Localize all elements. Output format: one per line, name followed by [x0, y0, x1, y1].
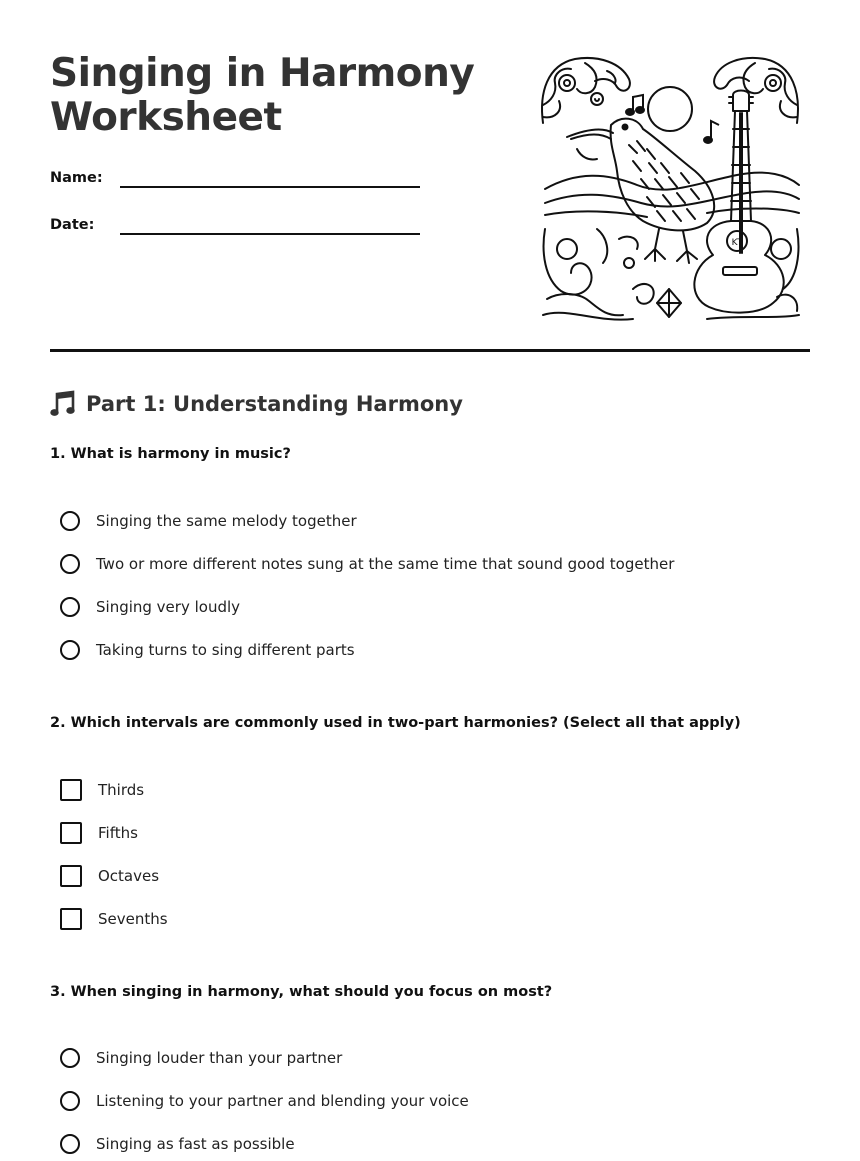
- q3-option-2[interactable]: [60, 1088, 469, 1114]
- guitar-badge: KT: [731, 238, 743, 248]
- part1-heading: [50, 388, 463, 420]
- ornament-top-right: [714, 58, 798, 123]
- part1-title: Part 1: Understanding Harmony: [86, 392, 463, 416]
- q1-option-2[interactable]: [60, 551, 674, 577]
- kiwi-bird: [567, 119, 714, 263]
- checkbox[interactable]: [60, 822, 82, 844]
- option-label: Two or more different notes sung at the same time that sound good together: [96, 555, 675, 573]
- option-label: Fifths: [98, 824, 138, 842]
- question-2: 2. Which intervals are commonly used in two-part harmonies? (Select all that apply): [50, 715, 741, 731]
- radio-button[interactable]: [60, 597, 80, 617]
- radio-button[interactable]: [60, 1091, 80, 1111]
- option-label: Sevenths: [98, 910, 168, 928]
- header-divider: [50, 349, 810, 352]
- option-label: Octaves: [98, 867, 160, 885]
- option-label: Singing very loudly: [96, 598, 241, 616]
- question-3: 3. When singing in harmony, what should you focus on most?: [50, 984, 553, 1000]
- option-label: Singing the same melody together: [96, 512, 357, 530]
- option-label: Thirds: [98, 781, 145, 799]
- q1-option-4[interactable]: [60, 637, 355, 663]
- q3-option-1[interactable]: [60, 1045, 342, 1071]
- option-label: Singing louder than your partner: [96, 1049, 343, 1067]
- moon-shape: [648, 87, 692, 131]
- question-1: 1. What is harmony in music?: [50, 446, 291, 462]
- title-line-2: Worksheet: [50, 95, 282, 140]
- title-line-1: Singing in Harmony: [50, 51, 475, 96]
- option-label: Taking turns to sing different parts: [96, 641, 355, 659]
- ornament-top-left: [542, 58, 630, 123]
- q2-option-1[interactable]: [60, 777, 144, 803]
- radio-button[interactable]: [60, 1134, 80, 1154]
- music-note-icon: [50, 390, 76, 418]
- q2-option-3[interactable]: [60, 863, 159, 889]
- radio-button[interactable]: [60, 554, 80, 574]
- option-label: Listening to your partner and blending your voice: [96, 1092, 469, 1110]
- q1-option-1[interactable]: [60, 508, 357, 534]
- date-line[interactable]: [120, 233, 420, 235]
- q2-option-2[interactable]: [60, 820, 138, 846]
- radio-button[interactable]: [60, 640, 80, 660]
- q1-option-3[interactable]: [60, 594, 240, 620]
- checkbox[interactable]: [60, 779, 82, 801]
- name-line[interactable]: [120, 186, 420, 188]
- radio-button[interactable]: [60, 1048, 80, 1068]
- ornament-bottom: [543, 229, 799, 320]
- radio-button[interactable]: [60, 511, 80, 531]
- checkbox[interactable]: [60, 908, 82, 930]
- name-field[interactable]: [50, 166, 420, 196]
- q2-option-4[interactable]: [60, 906, 168, 932]
- page-title: [50, 52, 474, 140]
- kiwi-bird-guitar-illustration: [537, 53, 803, 325]
- music-notes-decoration: [626, 95, 719, 143]
- date-label: Date:: [50, 217, 95, 233]
- checkbox[interactable]: [60, 865, 82, 887]
- option-label: Singing as fast as possible: [96, 1135, 295, 1153]
- date-field[interactable]: [50, 213, 420, 243]
- q3-option-3[interactable]: [60, 1131, 295, 1157]
- name-label: Name:: [50, 170, 103, 186]
